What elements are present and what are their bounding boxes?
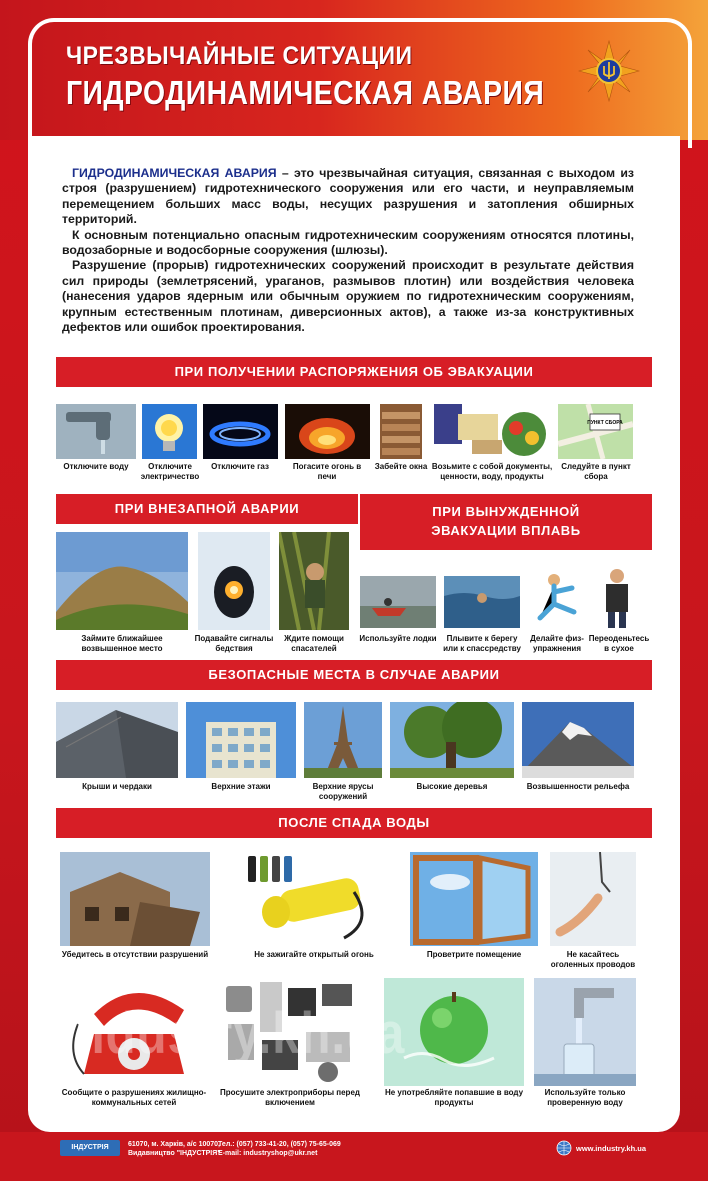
caption-evac-3: Отключите газ (211, 462, 269, 471)
photo-mountain (522, 702, 634, 778)
caption-after-6: Просушите электроприборы перед включением (220, 1088, 360, 1107)
caption-safe-5: Возвышенности рельефа (526, 782, 630, 791)
caption-evac-5: Забейте окна (374, 462, 428, 471)
photo-lightbulb (142, 404, 197, 459)
caption-evac-2: Отключите электричество (140, 462, 200, 481)
photo-gas-burner (203, 404, 278, 459)
caption-safe-1: Крыши и чердаки (82, 782, 152, 791)
photo-assembly-point-map (558, 404, 633, 459)
section-title-safe-places: БЕЗОПАСНЫЕ МЕСТА В СЛУЧАЕ АВАРИИ (208, 667, 500, 682)
footer-address (128, 1140, 221, 1158)
caption-safe-2: Верхние этажи (211, 782, 271, 791)
caption-forced-1: Используйте лодки (359, 634, 437, 643)
photo-hill (56, 532, 188, 630)
section-banner-forced (360, 494, 652, 550)
caption-after-8: Используйте только проверенную воду (544, 1088, 626, 1107)
caption-forced-4: Переоденьтесь в сухое (588, 634, 650, 653)
photo-roofs (56, 702, 178, 778)
footer-contacts (218, 1140, 341, 1158)
photo-bare-wires (550, 852, 636, 946)
photo-boats (360, 576, 436, 628)
intro-paragraph-2: К основным потенциально опасным гидротехническим сооружениям относятся плотины, водозаборные и водосборные сооружения (шлюзы). (62, 227, 634, 258)
caption-safe-3: Верхние ярусы сооружений (312, 782, 374, 801)
caption-after-7: Не употребляйте попавшие в воду продукты (384, 1088, 524, 1107)
caption-sudden-2: Подавайте сигналы бедствия (194, 634, 274, 653)
intro-term: ГИДРОДИНАМИЧЕСКАЯ АВАРИЯ (72, 166, 277, 180)
photo-open-window (410, 852, 538, 946)
caption-after-3: Проветрите помещение (426, 950, 522, 959)
poster-title-line1: ЧРЕЗВЫЧАЙНЫЕ СИТУАЦИИ (66, 42, 413, 70)
section-title-forced-line2: ЭВАКУАЦИИ ВПЛАВЬ (431, 523, 581, 538)
photo-tap-water (534, 978, 636, 1086)
caption-sudden-3: Ждите помощи спасателей (284, 634, 344, 653)
photo-dry-clothes (596, 566, 638, 630)
photo-flashlights (244, 852, 384, 946)
civil-defense-emblem-icon (578, 40, 640, 102)
caption-evac-6: Возьмите с собой документы, ценности, воду, продукты (431, 462, 553, 481)
section-title-evacuation: ПРИ ПОЛУЧЕНИИ РАСПОРЯЖЕНИЯ ОБ ЭВАКУАЦИИ (174, 364, 534, 379)
intro-paragraph-3: Разрушение (прорыв) гидротехнических сооружений происходит в результате действия сил природы (землетрясений, ураганов, размывов плотин) или воздействия человека (нанесения ударов ядерным или обычным оружием по гидротехническим сооружениям, крупным естественным плотинам, диверсионных актов), а также из-за конструктивных дефектов или ошибок проектирования. (62, 258, 634, 335)
footer-address-line1: 61070, м. Харків, а/с 10070, (128, 1141, 220, 1148)
photo-tower (304, 702, 382, 778)
footer-address-line2: Видавництво "ІНДУСТРІЯ" (128, 1150, 221, 1157)
watermark: industry.kh.ua (60, 1001, 406, 1066)
photo-boarded-window (380, 404, 422, 459)
photo-upper-floors (186, 702, 296, 778)
section-title-forced-line1: ПРИ ВЫНУЖДЕННОЙ (432, 504, 580, 519)
photo-faucet (56, 404, 136, 459)
caption-evac-4: Погасите огонь в печи (292, 462, 362, 481)
caption-evac-1: Отключите воду (63, 462, 129, 471)
photo-exercise (528, 568, 588, 630)
photo-documents-food (432, 402, 552, 460)
photo-damaged-house (60, 852, 210, 946)
photo-waiting-rescue (279, 532, 349, 630)
caption-forced-3: Делайте физ-упражнения (530, 634, 584, 653)
caption-after-2: Не зажигайте открытый огонь (254, 950, 374, 959)
photo-stove-fire (285, 404, 370, 459)
photo-swimming (444, 576, 520, 628)
photo-distress-signal (198, 532, 270, 630)
section-title-sudden: ПРИ ВНЕЗАПНОЙ АВАРИИ (114, 501, 300, 516)
footer-website[interactable]: www.industry.kh.ua (576, 1144, 647, 1153)
intro-text (62, 166, 634, 335)
section-banner-safe-places (56, 660, 652, 690)
caption-evac-7: Следуйте в пункт сбора (561, 462, 631, 481)
globe-icon (556, 1140, 572, 1156)
assembly-point-sign: ПУНКТ СБОРА (587, 420, 623, 426)
caption-safe-4: Высокие деревья (416, 782, 488, 791)
caption-sudden-1: Займите ближайшее возвышенное место (81, 634, 163, 653)
photo-tall-trees (390, 702, 514, 778)
section-banner-after (56, 808, 652, 838)
caption-after-5: Сообщите о разрушениях жилищно-коммунальных сетей (61, 1088, 207, 1107)
intro-definition: – это чрезвычайная ситуация, связанная с выходом из строя (разрушением) гидротехнического сооружения или его части, и неуправляемым перемещением больших масс воды, несущих разрушения и затопления обширных территорий. (62, 166, 634, 227)
poster-title-line2: ГИДРОДИНАМИЧЕСКАЯ АВАРИЯ (66, 74, 545, 111)
section-title-after: ПОСЛЕ СПАДА ВОДЫ (278, 815, 430, 830)
publisher-logo: ІНДУСТРІЯ (60, 1140, 120, 1156)
caption-forced-2: Плывите к берегу или к спассредству (443, 634, 521, 653)
footer-phone: Тел.: (057) 733-41-20, (057) 75-65-069 (218, 1141, 341, 1148)
caption-after-4: Не касайтесь оголенных проводов (550, 950, 636, 969)
footer-email: E-mail: industryshop@ukr.net (218, 1150, 318, 1157)
caption-after-1: Убедитесь в отсутствии разрушений (61, 950, 209, 959)
section-banner-evacuation (56, 357, 652, 387)
section-banner-sudden (56, 494, 358, 524)
